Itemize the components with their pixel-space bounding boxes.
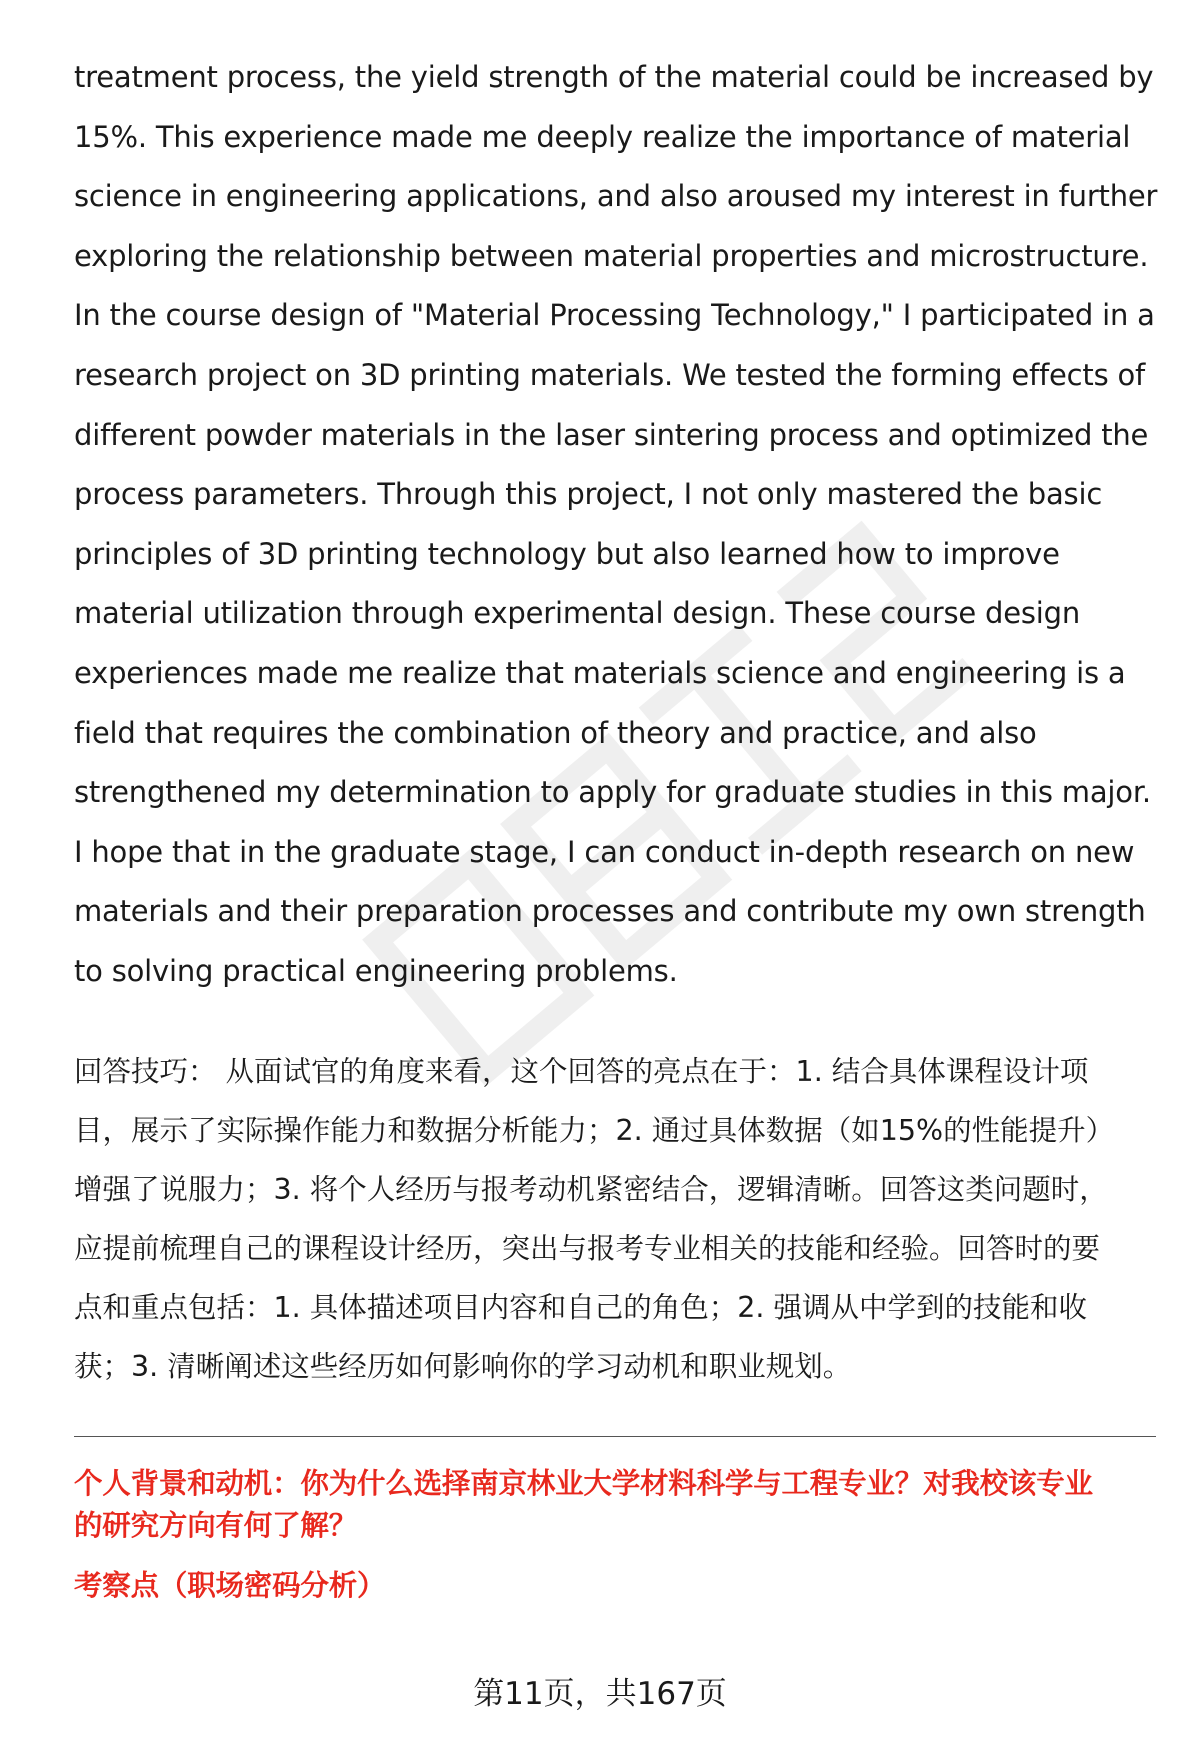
body-line: In the course design of "Material Processing Technology," I participated in a — [74, 298, 1155, 333]
body-line: different powder materials in the laser sintering process and optimized the — [74, 417, 1149, 452]
tips-line: 获；3. 清晰阐述这些经历如何影响你的学习动机和职业规划。 — [74, 1349, 852, 1383]
body-line: field that requires the combination of theory and practice, and also — [74, 715, 1037, 750]
body-line: principles of 3D printing technology but also learned how to improve — [74, 536, 1060, 571]
body-line: research project on 3D printing materials. We tested the forming effects of — [74, 357, 1146, 392]
question-line: 的研究方向有何了解？ — [74, 1508, 358, 1542]
tips-line: 回答技巧： 从面试官的角度来看，这个回答的亮点在于：1. 结合具体课程设计项 — [74, 1054, 1089, 1088]
page-footer: 第11页，共167页 — [473, 1676, 727, 1712]
document-page — [74, 48, 1156, 1607]
tips-line: 增强了说服力；3. 将个人经历与报考动机紧密结合，逻辑清晰。回答这类问题时， — [74, 1172, 1108, 1206]
tips-line: 目，展示了实际操作能力和数据分析能力；2. 通过具体数据（如15%的性能提升） — [74, 1113, 1115, 1147]
body-line: materials and their preparation processes and contribute my own strength — [74, 894, 1146, 929]
answer-body — [74, 48, 1156, 1002]
question-line: 个人背景和动机：你为什么选择南京林业大学材料科学与工程专业？对我校该专业 — [74, 1466, 1093, 1500]
body-line: treatment process, the yield strength of the material could be increased by — [74, 60, 1154, 94]
assessment-subheading — [74, 1565, 1156, 1607]
body-line: science in engineering applications, and also aroused my interest in further — [74, 179, 1158, 214]
tips-line: 应提前梳理自己的课程设计经历，突出与报考专业相关的技能和经验。回答时的要 — [74, 1231, 1101, 1265]
body-line: process parameters. Through this project, I not only mastered the basic — [74, 477, 1103, 512]
body-line: strengthened my determination to apply for graduate studies in this major. — [74, 775, 1151, 810]
body-line: exploring the relationship between material properties and microstructure. — [74, 238, 1149, 273]
question-heading — [74, 1463, 1156, 1547]
body-line: 15%. This experience made me deeply realize the importance of material — [74, 119, 1131, 154]
body-line: to solving practical engineering problems. — [74, 953, 678, 988]
section-divider — [74, 1436, 1156, 1437]
body-line: I hope that in the graduate stage, I can conduct in-depth research on new — [74, 834, 1135, 869]
tips-line: 点和重点包括：1. 具体描述项目内容和自己的角色；2. 强调从中学到的技能和收 — [74, 1290, 1088, 1324]
body-line: experiences made me realize that materials science and engineering is a — [74, 655, 1126, 690]
body-line: material utilization through experimental design. These course design — [74, 596, 1081, 631]
answer-tips — [74, 1042, 1156, 1396]
subheading-text: 考察点（职场密码分析） — [74, 1568, 386, 1602]
